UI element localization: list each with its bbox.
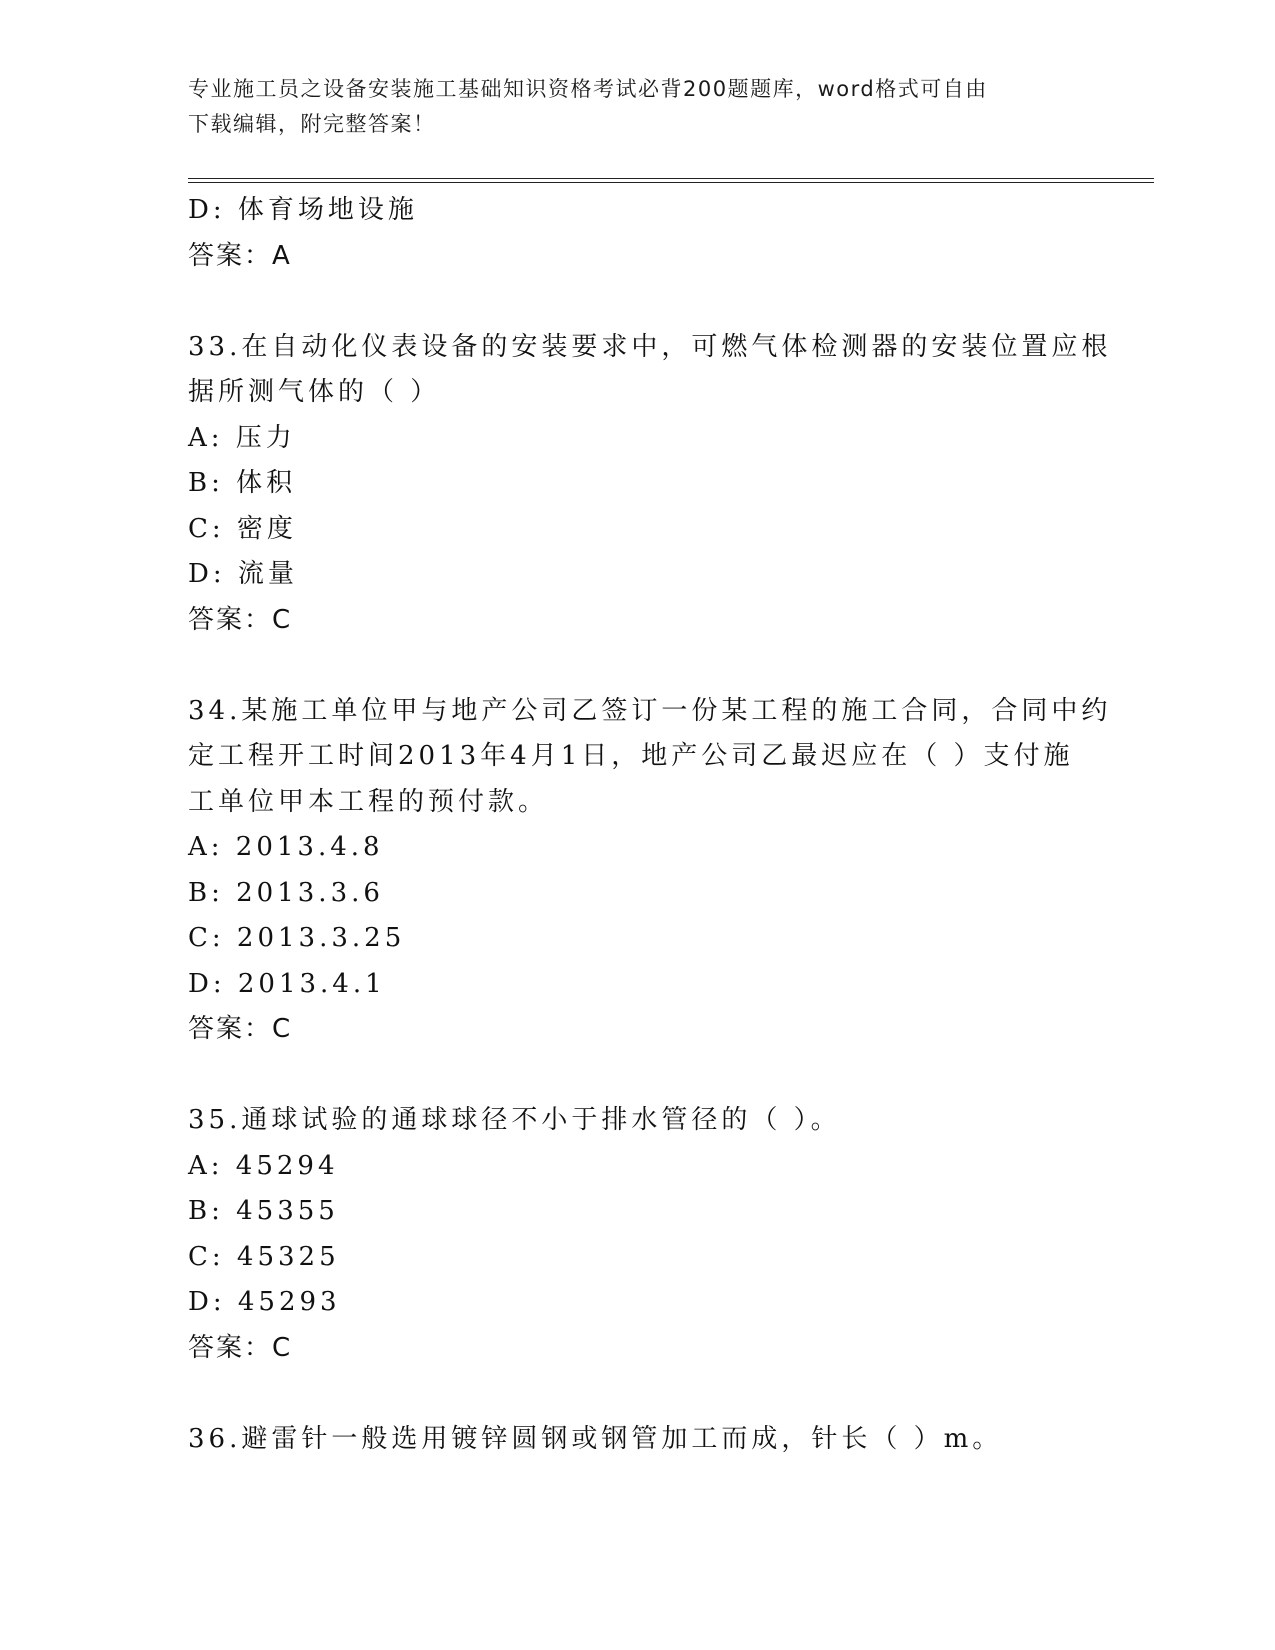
question-text-line: 据所测气体的（ ） xyxy=(188,377,441,407)
option-b: B: 45355 xyxy=(188,1196,339,1226)
question-text-line: 36.避雷针一般选用镀锌圆钢或钢管加工而成，针长（ ）m。 xyxy=(188,1423,1003,1454)
option-c: C: 密度 xyxy=(188,513,297,544)
question-block-36 xyxy=(188,1417,1088,1463)
answer-line: 答案：C xyxy=(188,1014,293,1044)
question-text-line: 33.在自动化仪表设备的安装要求中，可燃气体检测器的安装位置应根 xyxy=(188,331,1112,362)
option-d: D: 流量 xyxy=(188,559,298,589)
block-spacer xyxy=(188,1371,1088,1417)
option-d: D: 2013.4.1 xyxy=(188,968,386,999)
option-a: A: 2013.4.8 xyxy=(188,832,384,862)
question-text-line: 工单位甲本工程的预付款。 xyxy=(188,786,549,817)
question-text-line: 34.某施工单位甲与地产公司乙签订一份某工程的施工合同，合同中约 xyxy=(188,695,1112,726)
option-b: B: 体积 xyxy=(188,468,297,498)
block-spacer xyxy=(188,279,1088,325)
answer-line: 答案：A xyxy=(188,240,292,271)
question-list xyxy=(188,188,1112,1462)
block-spacer xyxy=(188,643,1088,689)
option-a: A: 45294 xyxy=(188,1150,339,1181)
option-c: C: 2013.3.25 xyxy=(188,923,406,953)
question-text-line: 35.通球试验的通球球径不小于排水管径的（ ）。 xyxy=(188,1105,841,1135)
header-line-1: 专业施工员之设备安装施工基础知识资格考试必背200题题库，word格式可自由 xyxy=(188,77,988,101)
question-block-32 xyxy=(188,188,1088,279)
header-line-2: 下载编辑，附完整答案！ xyxy=(188,112,436,136)
option-d: D: 体育场地设施 xyxy=(188,195,418,225)
question-text-line: 定工程开工时间2013年4月1日，地产公司乙最迟应在（ ）支付施 xyxy=(188,741,1074,771)
option-b: B: 2013.3.6 xyxy=(188,877,384,908)
answer-line: 答案：C xyxy=(188,1332,293,1363)
option-c: C: 45325 xyxy=(188,1241,340,1272)
header-divider xyxy=(188,178,1154,183)
block-spacer xyxy=(188,1053,1088,1099)
option-a: A: 压力 xyxy=(188,422,296,453)
question-block-34 xyxy=(188,689,1112,1053)
option-d: D: 45293 xyxy=(188,1287,341,1317)
answer-line: 答案：C xyxy=(188,604,293,635)
question-block-33 xyxy=(188,325,1112,644)
question-block-35 xyxy=(188,1098,1088,1371)
document-header xyxy=(188,72,1088,142)
